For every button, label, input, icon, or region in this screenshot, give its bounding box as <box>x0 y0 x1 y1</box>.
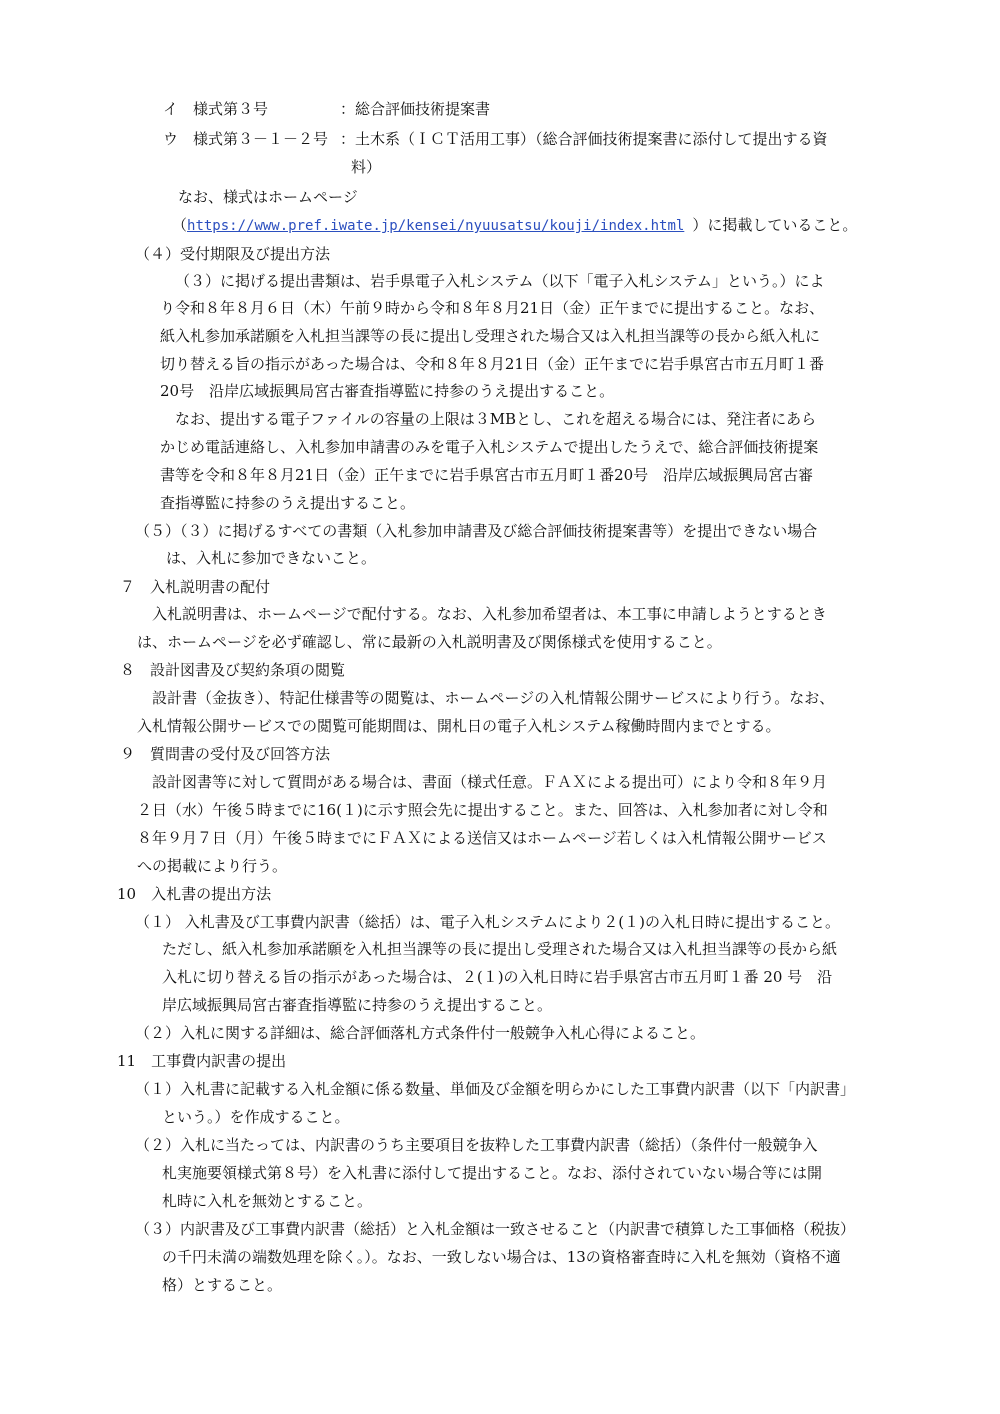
paragraph-line: 紙入札参加承諾願を入札担当課等の長に提出し受理された場合又は入札担当課等の長から紙入札に <box>160 327 821 345</box>
paragraph-line: （３）に掲げる提出書類は、岩手県電子入札システム（以下「電子入札システム」という。）によ <box>175 272 825 290</box>
homepage-url-link[interactable]: https://www.pref.iwate.jp/kensei/nyuusatsu/kouji/index.html <box>187 218 685 234</box>
paragraph-line: 入札説明書は、ホームページで配付する。なお、入札参加希望者は、本工事に申請しようとするとき <box>152 605 827 623</box>
paragraph-line: 査指導監に持参のうえ提出すること。 <box>160 494 416 512</box>
section-heading: 11 工事費内訳書の提出 <box>117 1052 287 1070</box>
paragraph-line: ８年９月７日（月）午後５時までにＦＡＸによる送信又はホームページ若しくは入札情報公開サービス <box>137 829 827 847</box>
list-item-line: （２）入札に当たっては、内訳書のうち主要項目を抜粋した工事費内訳書（総括）（条件付一般競争入 <box>135 1136 818 1154</box>
list-item-line: （３）内訳書及び工事費内訳書（総括）と入札金額は一致させること（内訳書で積算した工事価格（税抜） <box>135 1220 856 1238</box>
form-item-label: イ 様式第３号 <box>163 100 269 118</box>
paragraph-line: 設計書（金抜き）、特記仕様書等の閲覧は、ホームページの入札情報公開サービスにより行う。なお、 <box>152 689 835 707</box>
paragraph-line: り令和８年８月６日（木）午前９時から令和８年８月21日（金）正午までに提出すること。なお、 <box>160 299 825 317</box>
paragraph-line: 書等を令和８年８月21日（金）正午までに岩手県宮古市五月町１番20号 沿岸広域振興局宮古審 <box>160 466 814 484</box>
homepage-note-text: なお、様式はホームページ <box>178 188 358 206</box>
section-item-line: は、入札に参加できないこと。 <box>166 549 377 567</box>
paragraph-line: 20号 沿岸広域振興局宮古審査指導監に持参のうえ提出すること。 <box>160 382 615 400</box>
section-heading: （４）受付期限及び提出方法 <box>135 245 331 263</box>
section-heading: ９ 質問書の受付及び回答方法 <box>120 745 331 763</box>
paragraph-line: への掲載により行う。 <box>137 857 288 875</box>
list-item-line: という。）を作成すること。 <box>162 1108 350 1126</box>
homepage-note-tail: ）に掲載していること。 <box>692 216 858 234</box>
section-heading: ７ 入札説明書の配付 <box>120 578 271 596</box>
paragraph-line: 入札情報公開サービスでの閲覧可能期間は、開札日の電子入札システム稼働時間内までとする。 <box>137 717 781 735</box>
form-item-label: ウ 様式第３－１－２号 <box>163 130 329 148</box>
list-item-line: 札時に入札を無効とすること。 <box>162 1192 373 1210</box>
paragraph-line: ２日（水）午後５時までに16(１)に示す照会先に提出すること。また、回答は、入札参加者に対し令和 <box>137 801 828 819</box>
paragraph-line: かじめ電話連絡し、入札参加申請書のみを電子入札システムで提出したうえで、総合評価技術提案 <box>160 438 819 456</box>
section-heading: ８ 設計図書及び契約条項の閲覧 <box>120 661 346 679</box>
list-item-line: （１）入札書に記載する入札金額に係る数量、単価及び金額を明らかにした工事費内訳書（以下「内訳書」 <box>135 1080 856 1098</box>
list-item-line: の千円未満の端数処理を除く。）。なお、一致しない場合は、13の資格審査時に入札を無効（資格不適 <box>162 1248 841 1266</box>
form-item-desc: ：土木系（ＩＣＴ活用工事）（総合評価技術提案書に添付して提出する資 <box>340 130 828 148</box>
form-item-desc: ：総合評価技術提案書 <box>340 100 491 118</box>
list-item-line: （１） 入札書及び工事費内訳書（総括）は、電子入札システムにより２(１)の入札日時に提出すること。 <box>135 913 840 931</box>
list-item-line: 岸広域振興局宮古審査指導監に持参のうえ提出すること。 <box>162 996 553 1014</box>
list-item-line: ただし、紙入札参加承諾願を入札担当課等の長に提出し受理された場合又は入札担当課等の長から紙 <box>162 940 838 958</box>
section-heading: 10 入札書の提出方法 <box>117 885 272 903</box>
list-item-line: 入札に切り替える旨の指示があった場合は、２(１)の入札日時に岩手県宮古市五月町１番 20 号 沿 <box>162 968 833 986</box>
list-item-line: 札実施要領様式第８号）を入札書に添付して提出すること。なお、添付されていない場合等には開 <box>162 1164 823 1182</box>
paren-open: （ <box>172 216 188 234</box>
list-item-line: 格）とすること。 <box>162 1276 283 1294</box>
paragraph-line: 設計図書等に対して質問がある場合は、書面（様式任意。ＦＡＸによる提出可）により令和８年９月 <box>152 773 828 791</box>
paragraph-line: は、ホームページを必ず確認し、常に最新の入札説明書及び関係様式を使用すること。 <box>137 633 722 651</box>
paragraph-line: なお、提出する電子ファイルの容量の上限は３MBとし、これを超える場合には、発注者にあら <box>175 410 817 428</box>
list-item-line: （２）入札に関する詳細は、総合評価落札方式条件付一般競争入札心得によること。 <box>135 1024 706 1042</box>
paragraph-line: 切り替える旨の指示があった場合は、令和８年８月21日（金）正午までに岩手県宮古市五月町１番 <box>160 355 824 373</box>
form-item-desc-cont: 料） <box>351 158 382 176</box>
homepage-note-line <box>172 214 857 236</box>
section-item-line: （５）（３）に掲げるすべての書類（入札参加申請書及び総合評価技術提案書等）を提出できない場合 <box>135 522 818 540</box>
